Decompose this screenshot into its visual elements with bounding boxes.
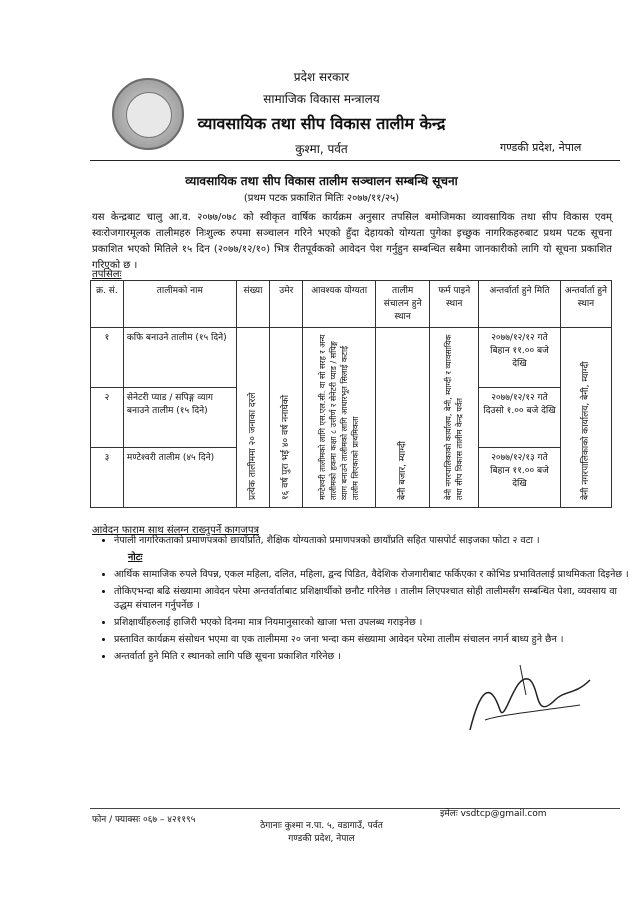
merged-age — [270, 328, 303, 508]
footer-address-line-1: ठेगानाः कुश्मा न.पा. ५, वडागाउँ, पर्वत — [260, 821, 383, 831]
row-sn: २ — [91, 388, 124, 448]
footer-address-line-2: गण्डकी प्रदेश, नेपाल — [288, 834, 355, 844]
merged-age-text: १६ वर्ष पुरा भई ४० वर्ष ननाघेको — [281, 394, 292, 500]
merged-count — [236, 328, 269, 508]
list-item: • नेपाली नागरिकताको प्रमाणपत्रको छायाँप्रति, शैक्षिक योग्यताको प्रमाणपत्रको छायाँप्रति सहित पासपोर्ट साइजका फोटा २ वटा । — [114, 534, 634, 548]
row-name: मण्टेश्वरी तालीम (४५ दिने) — [123, 448, 236, 508]
handwritten-signature — [460, 650, 600, 750]
requirements-list — [100, 534, 634, 667]
merged-count-text: प्रत्येक तालीममा २० जनाका दरले — [247, 392, 258, 500]
footer-phone: फोन / फ्याक्सः ०६७ – ४२११९५ — [92, 815, 196, 825]
header-count: संख्या — [236, 281, 269, 328]
merged-qualification-text: मण्टेश्वरी तालीमको लागि एस.एल.सी. वा सो सरह र अन्य तालीमको हकमा कक्षा ८ उत्तीर्ण र सेनेटरी प्याड / सपिङ्ग व्याग बनाउने तालीमको लागि आधारभूत सिलाई कटाई तालीम लिएकाको प्राथमिकता — [318, 334, 361, 500]
list-item: • आर्थिक सामाजिक रुपले विपन्न, एकल महिला, दलित, महिला, द्वन्द पिडित, वैदेशिक रोजगारीबाट फर्किएका र कोभिड प्रभावितलाई प्राथमिकता दिइनेछ । — [114, 568, 634, 582]
note-label: नोटः — [128, 552, 143, 563]
header-divider — [90, 160, 620, 161]
row-name: कफि बनाउने तालीम (१५ दिने) — [123, 328, 236, 388]
notice-paragraph: यस केन्द्रबाट चालु आ.व. २०७७/०७८ को स्वीकृत वार्षिक कार्यक्रम अनुसार तपसिल बमोजिमका व्यावसायिक तथा सीप विकास एवम् स्वःरोजगारमूलक तालीमहरु निःशुल्क रुपमा सञ्चालन गरिने भएको हुँदा देहायको योग्यता पुगेका इच्छुक नागरिकहरुबाट प्रथम पटक सूचना प्रकाशित भएको मितिले १५ दिन (२०७७/१२/१०) भित्र रीतपूर्वकको आवेदन पेश गर्नुहुन सम्बन्धित सबैमा जानकारीको लागि यो सूचना प्रकाशित गरिएको छ । — [92, 212, 612, 271]
header-name: तालीमको नाम — [123, 281, 236, 328]
merged-training-place-text: बेनी बजार, म्याग्दी — [397, 441, 408, 500]
list-item: • अन्तर्वार्ता हुने मिति र स्थानको लागि पछि सूचना प्रकाशित गरिनेछ । — [114, 650, 634, 664]
row-interview-date: २०७७/१२/१२ गते दिउसो १.०० बजे देखि — [479, 388, 561, 448]
merged-form-place-text: बेनी नगरपालिकाको कार्यालय, बेनी, म्याग्दी र व्यावसायिक तथा सीप विकास तालीम केन्द्र पर्वत — [444, 334, 465, 500]
training-table — [90, 280, 612, 508]
list-item: • तोकिएभन्दा बढि संख्यामा आवेदन परेमा अन्तर्वार्ताबाट प्रशिक्षार्थीको छनौट गरिनेछ । तालीम लिएपश्चात सोही तालीमसँग सम्बन्धित पेशा, व्यवसाय वा उद्धम संचालन गर्नुपर्नेछ । — [114, 585, 634, 613]
requirements-heading: आवेदन फाराम साथ संलग्न राख्नुपर्ने कागजपत्र — [92, 525, 260, 536]
table-label: तपसिलः — [92, 269, 122, 280]
table-row — [91, 328, 612, 388]
row-name: सेनेटरी प्याड / सपिङ्ग व्याग बनाउने तालीम (१५ दिने) — [123, 388, 236, 448]
header-qualification: आवश्यक योग्यता — [303, 281, 376, 328]
notice-title: व्यावसायिक तथा सीप विकास तालीम सञ्चालन सम्बन्धि सूचना — [185, 174, 458, 188]
header-line-1: प्रदेश सरकार — [293, 70, 350, 84]
list-item: • प्रस्तावित कार्यक्रम संसोधन भएमा वा एक तालीममा २० जना भन्दा कम संख्यामा आवेदन परेमा तालीम संचालन नगर्न बाध्य हुने छैन । — [114, 633, 634, 647]
table-header-row — [91, 281, 612, 328]
row-interview-date: २०७७/१२/१३ गते बिहान ११.०० बजे देखि — [479, 448, 561, 508]
header-sn: क्र. सं. — [91, 281, 124, 328]
merged-training-place — [375, 328, 429, 508]
header-interview-place: अन्तर्वार्ता हुने स्थान — [560, 281, 611, 328]
header-interview-date: अन्तर्वार्ता हुने मिति — [479, 281, 561, 328]
notice-subtitle: (प्रथम पटक प्रकाशित मितिः २०७७/११/२५) — [243, 193, 400, 204]
header-age: उमेर — [270, 281, 303, 328]
row-sn: १ — [91, 328, 124, 388]
merged-form-place — [430, 328, 479, 508]
footer-email: इमेलः vsdtcp@gmail.com — [440, 809, 547, 819]
header-line-2: सामाजिक विकास मन्त्रालय — [263, 92, 380, 106]
merged-interview-place-text: बेनी नगरपालिकाको कार्यालय, बेनी, म्याग्दी — [580, 361, 591, 500]
header-province: गण्डकी प्रदेश, नेपाल — [500, 141, 582, 154]
list-item: • प्रशिक्षार्थीहरुलाई हाजिरी भएको दिनमा मात्र नियमानुसारको खाजा भत्ता उपलब्ध गराइनेछ । — [114, 616, 634, 630]
footer-address — [0, 820, 643, 846]
row-interview-date: २०७७/१२/१२ गते बिहान ११.०० बजे देखि — [479, 328, 561, 388]
header-training-place: तालीम संचालन हुने स्थान — [375, 281, 429, 328]
row-sn: ३ — [91, 448, 124, 508]
header-form-place: फर्म पाइने स्थान — [430, 281, 479, 328]
merged-qualification — [303, 328, 376, 508]
header-organization: व्यावसायिक तथा सीप विकास तालीम केन्द्र — [197, 114, 446, 133]
header-location: कुश्मा, पर्वत — [295, 142, 348, 156]
merged-interview-place — [560, 328, 611, 508]
